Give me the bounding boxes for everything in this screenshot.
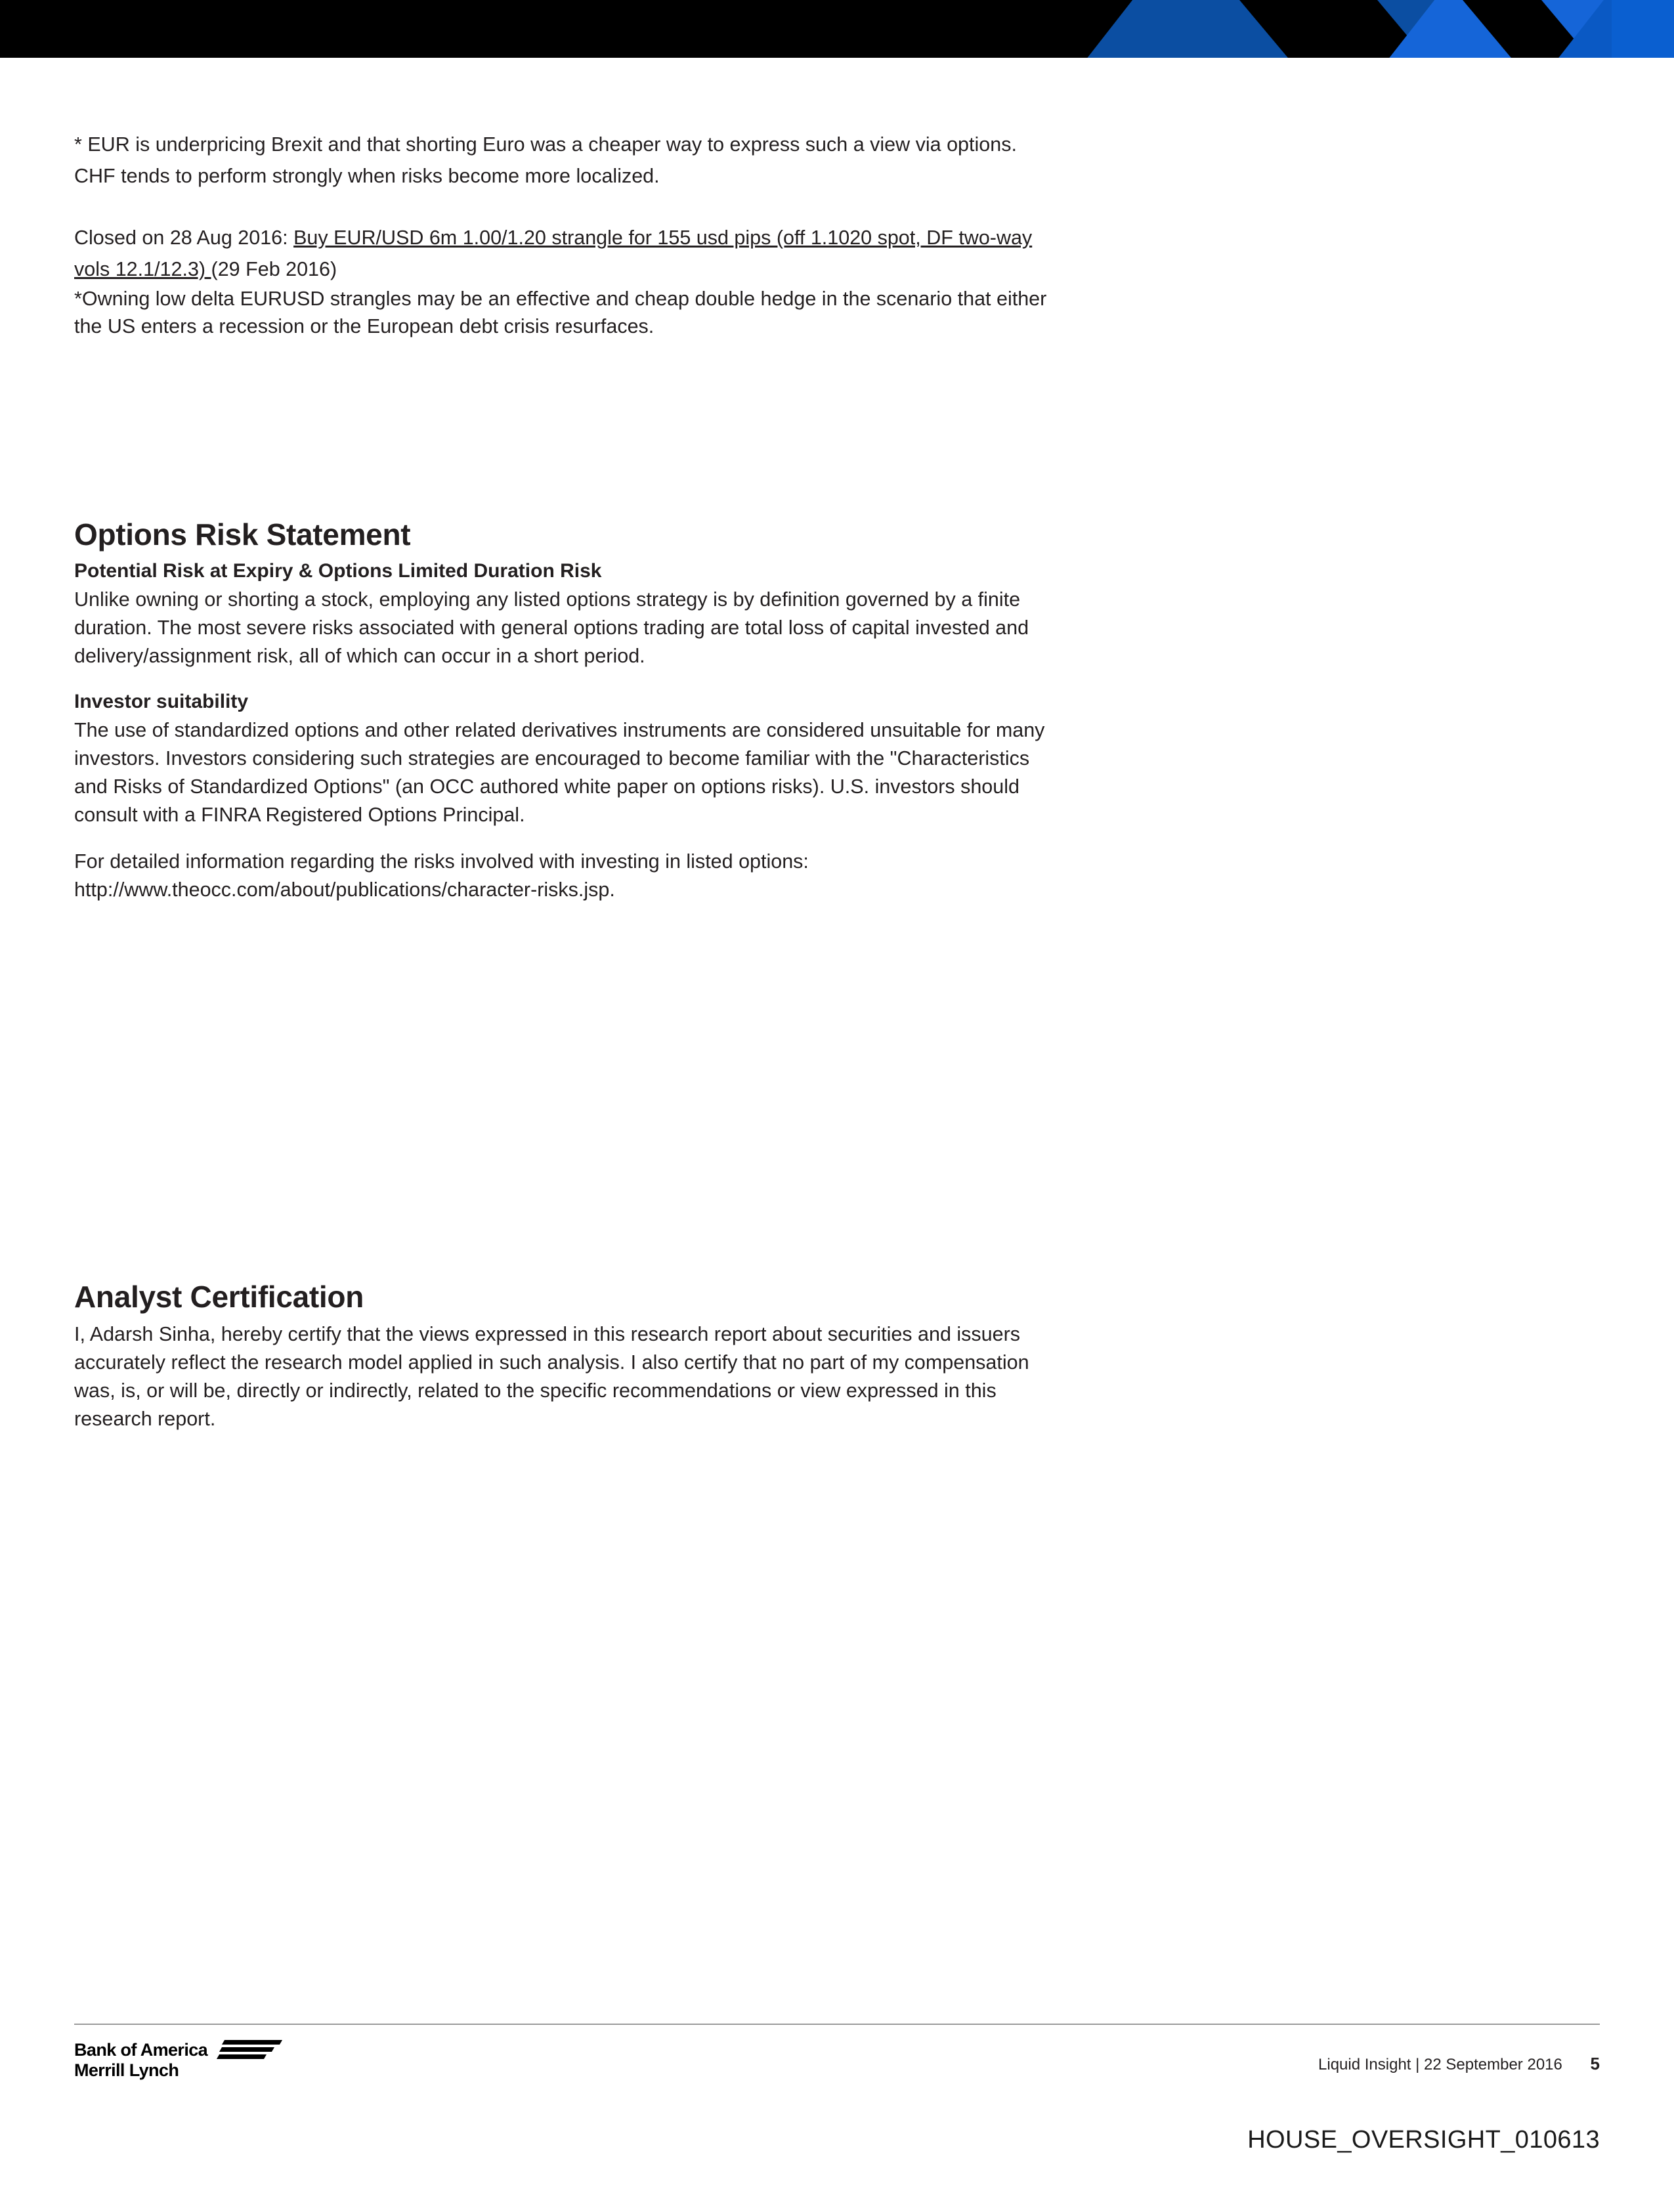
bofa-flag-icon: [217, 2040, 276, 2065]
banner-right-edge: [1612, 0, 1674, 58]
footer-publication-info: [1318, 2054, 1600, 2075]
closed-trade-prefix: Closed on 28 Aug 2016:: [74, 227, 294, 249]
closed-trade-link[interactable]: Buy EUR/USD 6m 1.00/1.20 strangle for 155 usd pips (off 1.1020 spot, DF two-way vols 12.1/12.3): [74, 227, 1033, 280]
document-body: [74, 129, 1059, 1433]
occ-risks-url: http://www.theocc.com/about/publications/character-risks.jsp.: [74, 878, 615, 901]
detailed-information-line: For detailed information regarding the risks involved with investing in listed options:: [74, 850, 809, 873]
spacer: [74, 904, 1059, 1278]
page-number: 5: [1590, 2054, 1600, 2073]
bates-stamp: HOUSE_OVERSIGHT_010613: [1247, 2126, 1600, 2154]
publication-label: Liquid Insight | 22 September 2016: [1318, 2056, 1562, 2073]
footnote-eur-paragraph: * EUR is underpricing Brexit and that shorting Euro was a cheaper way to express such a view via options. CHF tends to perform strongly when risks become more localized.: [74, 133, 1017, 187]
potential-risk-subheading: Potential Risk at Expiry & Options Limited Duration Risk: [74, 560, 602, 582]
spacer: [74, 829, 1059, 848]
spacer: [74, 192, 1059, 222]
footer-divider: [74, 2024, 1600, 2025]
closed-trade-line: [74, 222, 1059, 285]
spacer: [74, 670, 1059, 689]
spacer: [74, 432, 1059, 516]
closed-trade-note: *Owning low delta EURUSD strangles may be an effective and cheap double hedge in the scenario that either the US enters a recession or the European debt crisis resurfaces.: [74, 288, 1047, 337]
logo-line-1: Bank of America: [74, 2040, 208, 2060]
spacer: [74, 340, 1059, 432]
potential-risk-paragraph: Unlike owning or shorting a stock, employing any listed options strategy is by definition governed by a finite duration. The most severe risks associated with general options trading are total loss of capital invested and delivery/assignment risk, all of which can occur in a short period.: [74, 588, 1029, 667]
options-risk-heading: Options Risk Statement: [74, 517, 411, 552]
investor-suitability-paragraph: The use of standardized options and other related derivatives instruments are considered unsuitable for many investors. Investors considering such strategies are encouraged to become familiar with the "Characteristics and Risks of Standardized Options" (an OCC authored white paper on options risks). U.S. investors should consult with a FINRA Registered Options Principal.: [74, 719, 1045, 826]
analyst-certification-heading: Analyst Certification: [74, 1280, 364, 1314]
analyst-certification-paragraph: I, Adarsh Sinha, hereby certify that the views expressed in this research report about securities and issuers accurately reflect the research model applied in such analysis. I also certify that no part of my compensation was, is, or will be, directly or indirectly, related to the specific recommendations or view expressed in this research report.: [74, 1323, 1029, 1430]
investor-suitability-subheading: Investor suitability: [74, 691, 249, 712]
page-header-banner: [0, 0, 1674, 58]
closed-trade-date: (29 Feb 2016): [211, 258, 337, 280]
logo-line-2: Merrill Lynch: [74, 2060, 179, 2080]
